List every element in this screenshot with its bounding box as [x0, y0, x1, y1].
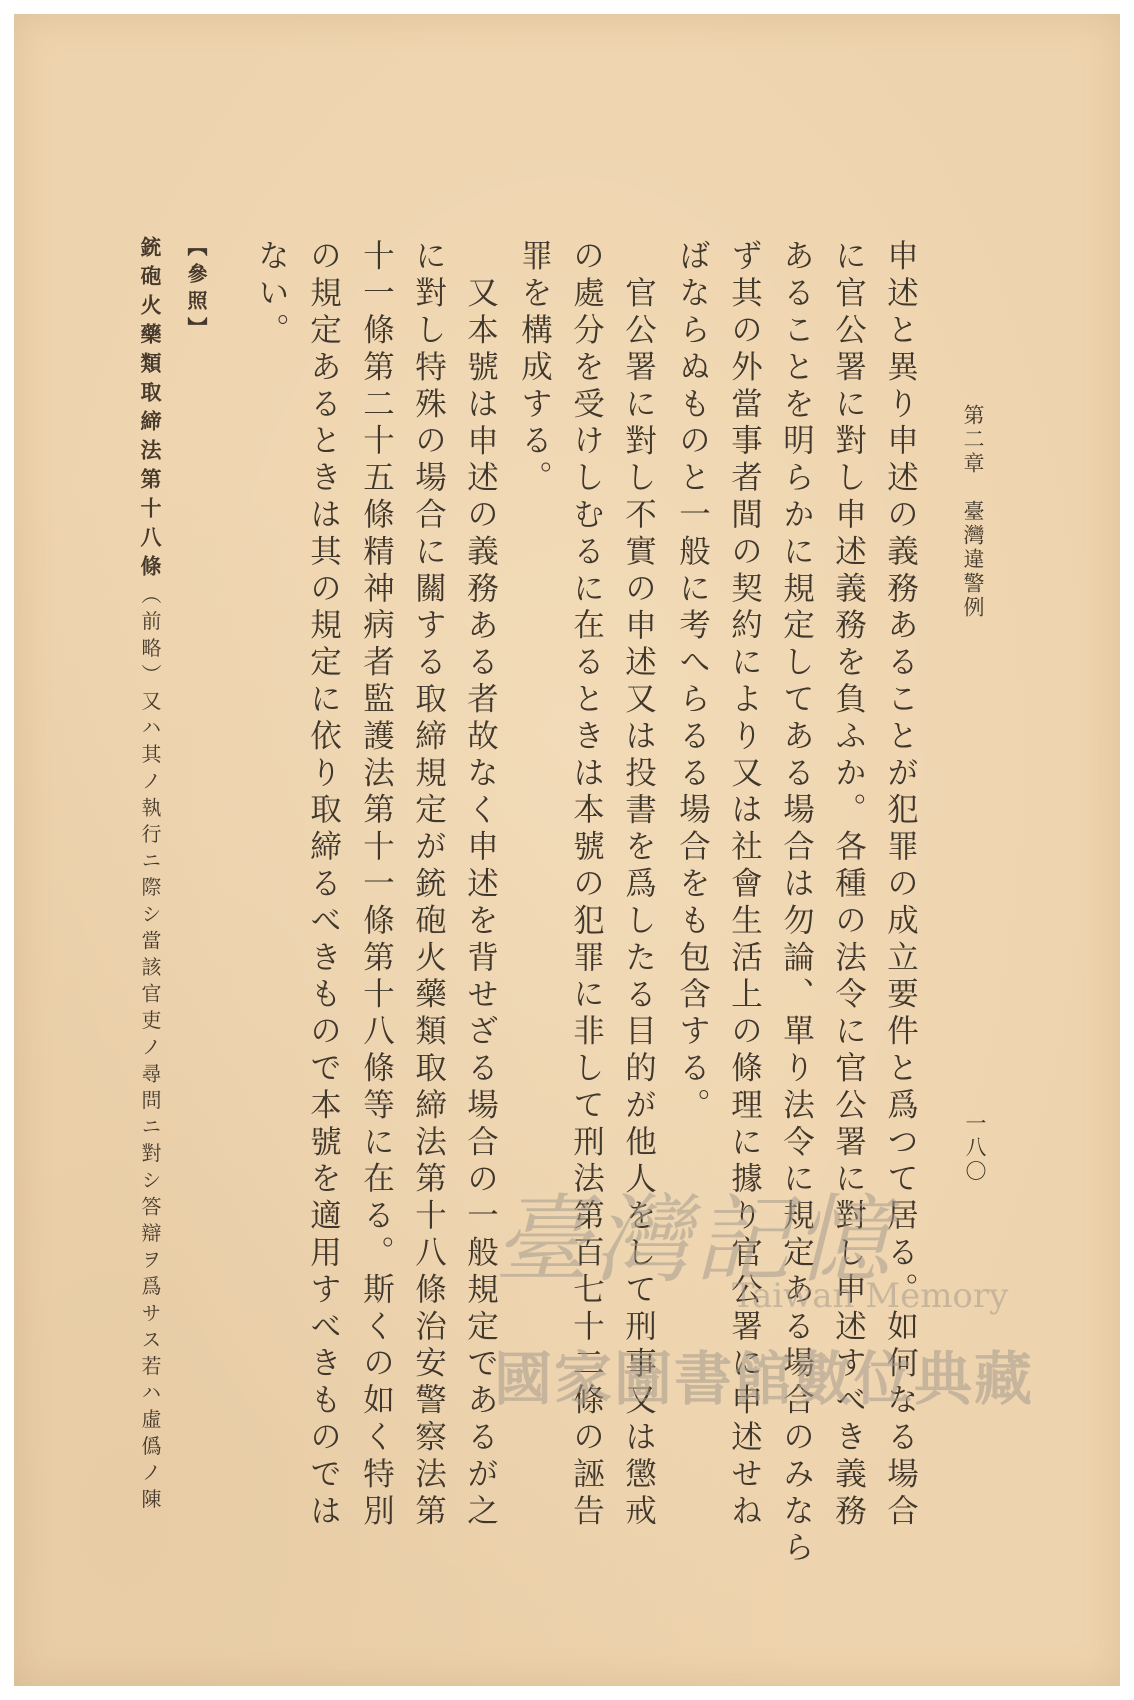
body-line-2: に官公署に對し申述義務を負ふか。各種の法令に官公署に對し申述すべき義務	[830, 239, 867, 1531]
body-line-9: 又本號は申述の義務ある者故なく申述を背せざる場合の一般規定であるが之	[462, 276, 499, 1531]
reference-law-title: 銃砲火藥類取締法第十八條	[138, 236, 163, 584]
body-line-8: 罪を構成する。	[516, 239, 553, 498]
body-line-10: に對し特殊の場合に關する取締規定が銃砲火藥類取締法第十八條治安警察法第	[410, 239, 447, 1531]
body-line-6: 官公署に對し不實の申述又は投書を爲したる目的が他人をして刑事又は懲戒	[620, 276, 657, 1531]
reference-law-text: （前略）又ハ其ノ執行ニ際シ當該官吏ノ尋問ニ對シ答辯ヲ爲サス若ハ虛僞ノ陳	[138, 584, 162, 1515]
running-title: 第二章 臺灣違警例	[961, 404, 985, 620]
reference-law	[140, 236, 161, 1515]
page-number: 一八〇	[963, 1112, 987, 1184]
reference-label: 【參照】	[184, 236, 208, 344]
book-page	[14, 14, 1120, 1686]
body-line-3: あることを明らかに規定してある場合は勿論、單り法令に規定ある場合のみなら	[778, 239, 815, 1568]
body-line-11: 十一條第二十五條精神病者監護法第十一條第十八條等に在る。斯くの如く特別	[358, 239, 395, 1531]
watermark-institution: 國家圖書館數位典藏	[494, 1345, 1035, 1413]
body-line-13: ない。	[253, 239, 290, 350]
watermark-logo-script: 臺灣記憶	[494, 1184, 894, 1296]
body-line-1: 申述と異り申述の義務あることが犯罪の成立要件と爲つて居る。如何なる場合	[882, 239, 919, 1531]
watermark-logo-english: Taiwan Memory	[732, 1276, 1009, 1316]
body-line-12: の規定あるときは其の規定に依り取締るべきもので本號を適用すべきものでは	[305, 239, 342, 1531]
body-line-4: ず其の外當事者間の契約により又は社會生活上の條理に據り官公署に申述せね	[726, 239, 763, 1531]
body-line-5: ばならぬものと一般に考へらるる場合をも包含する。	[674, 239, 711, 1125]
body-line-7: の處分を受けしむるに在るときは本號の犯罪に非して刑法第百七十二條の誣告	[568, 239, 605, 1531]
